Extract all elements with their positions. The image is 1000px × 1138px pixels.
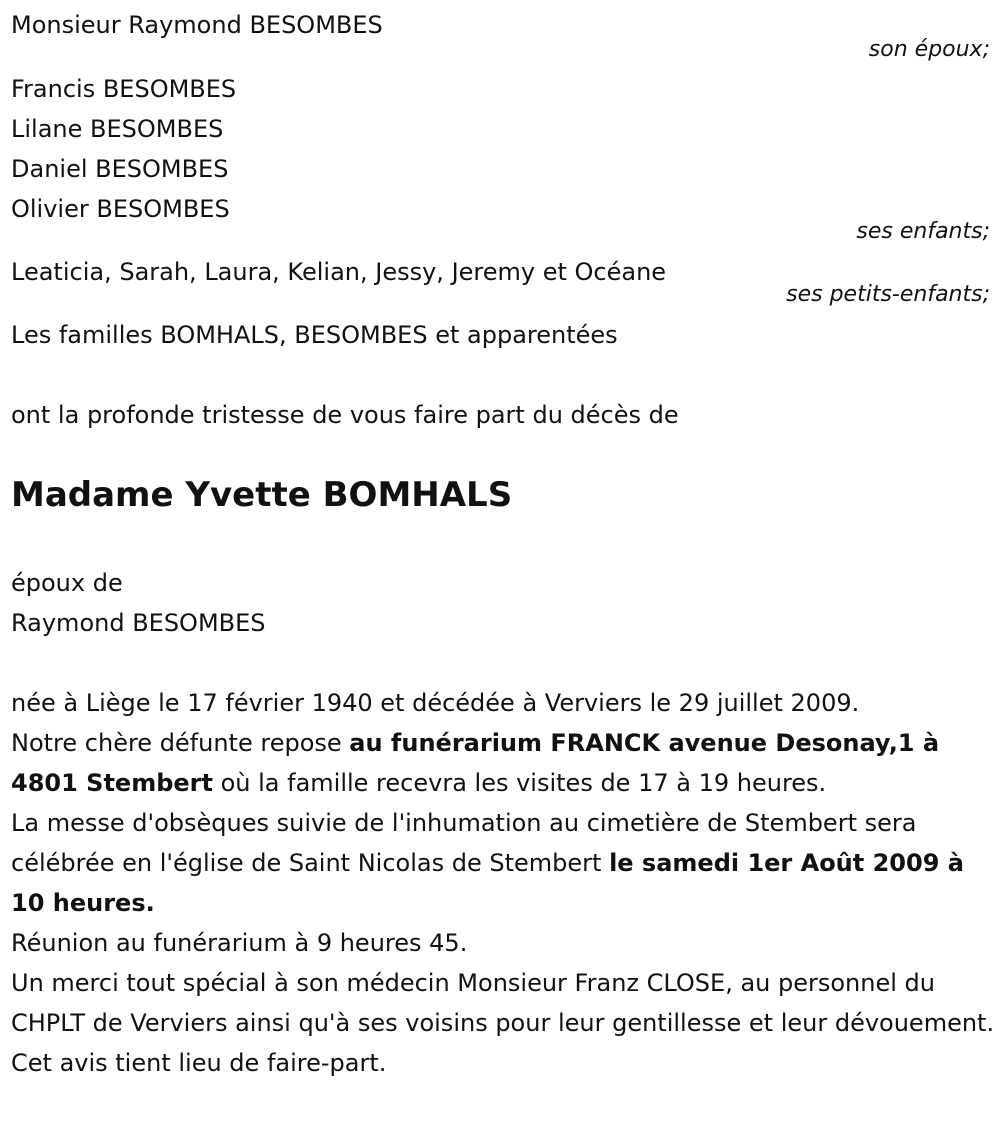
reunion-line: Réunion au funérarium à 9 heures 45. bbox=[11, 929, 468, 957]
announcement-text: ont la profonde tristesse de vous faire part du décès de bbox=[11, 401, 679, 429]
child-name: Lilane BESOMBES bbox=[11, 115, 224, 143]
repose-place: au funérarium FRANCK avenue Desonay,1 à 4801 Stembert bbox=[11, 729, 940, 797]
child-name: Olivier BESOMBES bbox=[11, 195, 230, 223]
child-name: Francis BESOMBES bbox=[11, 75, 237, 103]
thanks-paragraph: Un merci tout spécial à son médecin Monsieur Franz CLOSE, au personnel du CHPLT de Verviers ainsi qu'à ses voisins pour leur gentillesse et leur dévouement. bbox=[11, 969, 995, 1037]
child-name: Daniel BESOMBES bbox=[11, 155, 229, 183]
details-block bbox=[11, 683, 996, 1083]
children-role: ses enfants; bbox=[856, 219, 990, 244]
birth-death-line: née à Liège le 17 février 1940 et décédée à Verviers le 29 juillet 2009. bbox=[11, 689, 860, 717]
families-line: Les familles BOMHALS, BESOMBES et apparentées bbox=[11, 321, 618, 349]
deceased-spouse-name: Raymond BESOMBES bbox=[11, 609, 266, 637]
deceased-spouse-label: époux de bbox=[11, 569, 123, 597]
closing-line: Cet avis tient lieu de faire-part. bbox=[11, 1049, 387, 1077]
spouse-name: Monsieur Raymond BESOMBES bbox=[11, 11, 383, 39]
grandchildren-names: Leaticia, Sarah, Laura, Kelian, Jessy, Jeremy et Océane bbox=[11, 258, 667, 286]
mass-date: le samedi 1er Août 2009 à 10 heures. bbox=[11, 849, 964, 917]
deceased-name: Madame Yvette BOMHALS bbox=[11, 475, 513, 515]
repose-prefix: Notre chère défunte repose bbox=[11, 729, 350, 757]
grandchildren-role: ses petits-enfants; bbox=[786, 282, 990, 307]
repose-paragraph bbox=[11, 723, 996, 803]
spouse-role: son époux; bbox=[868, 37, 990, 62]
repose-suffix: où la famille recevra les visites de 17 à 19 heures. bbox=[212, 769, 827, 797]
mass-paragraph bbox=[11, 803, 996, 923]
mass-prefix: La messe d'obsèques suivie de l'inhumation au cimetière de Stembert sera célébrée en l'église de Saint Nicolas de Stembert bbox=[11, 809, 917, 877]
